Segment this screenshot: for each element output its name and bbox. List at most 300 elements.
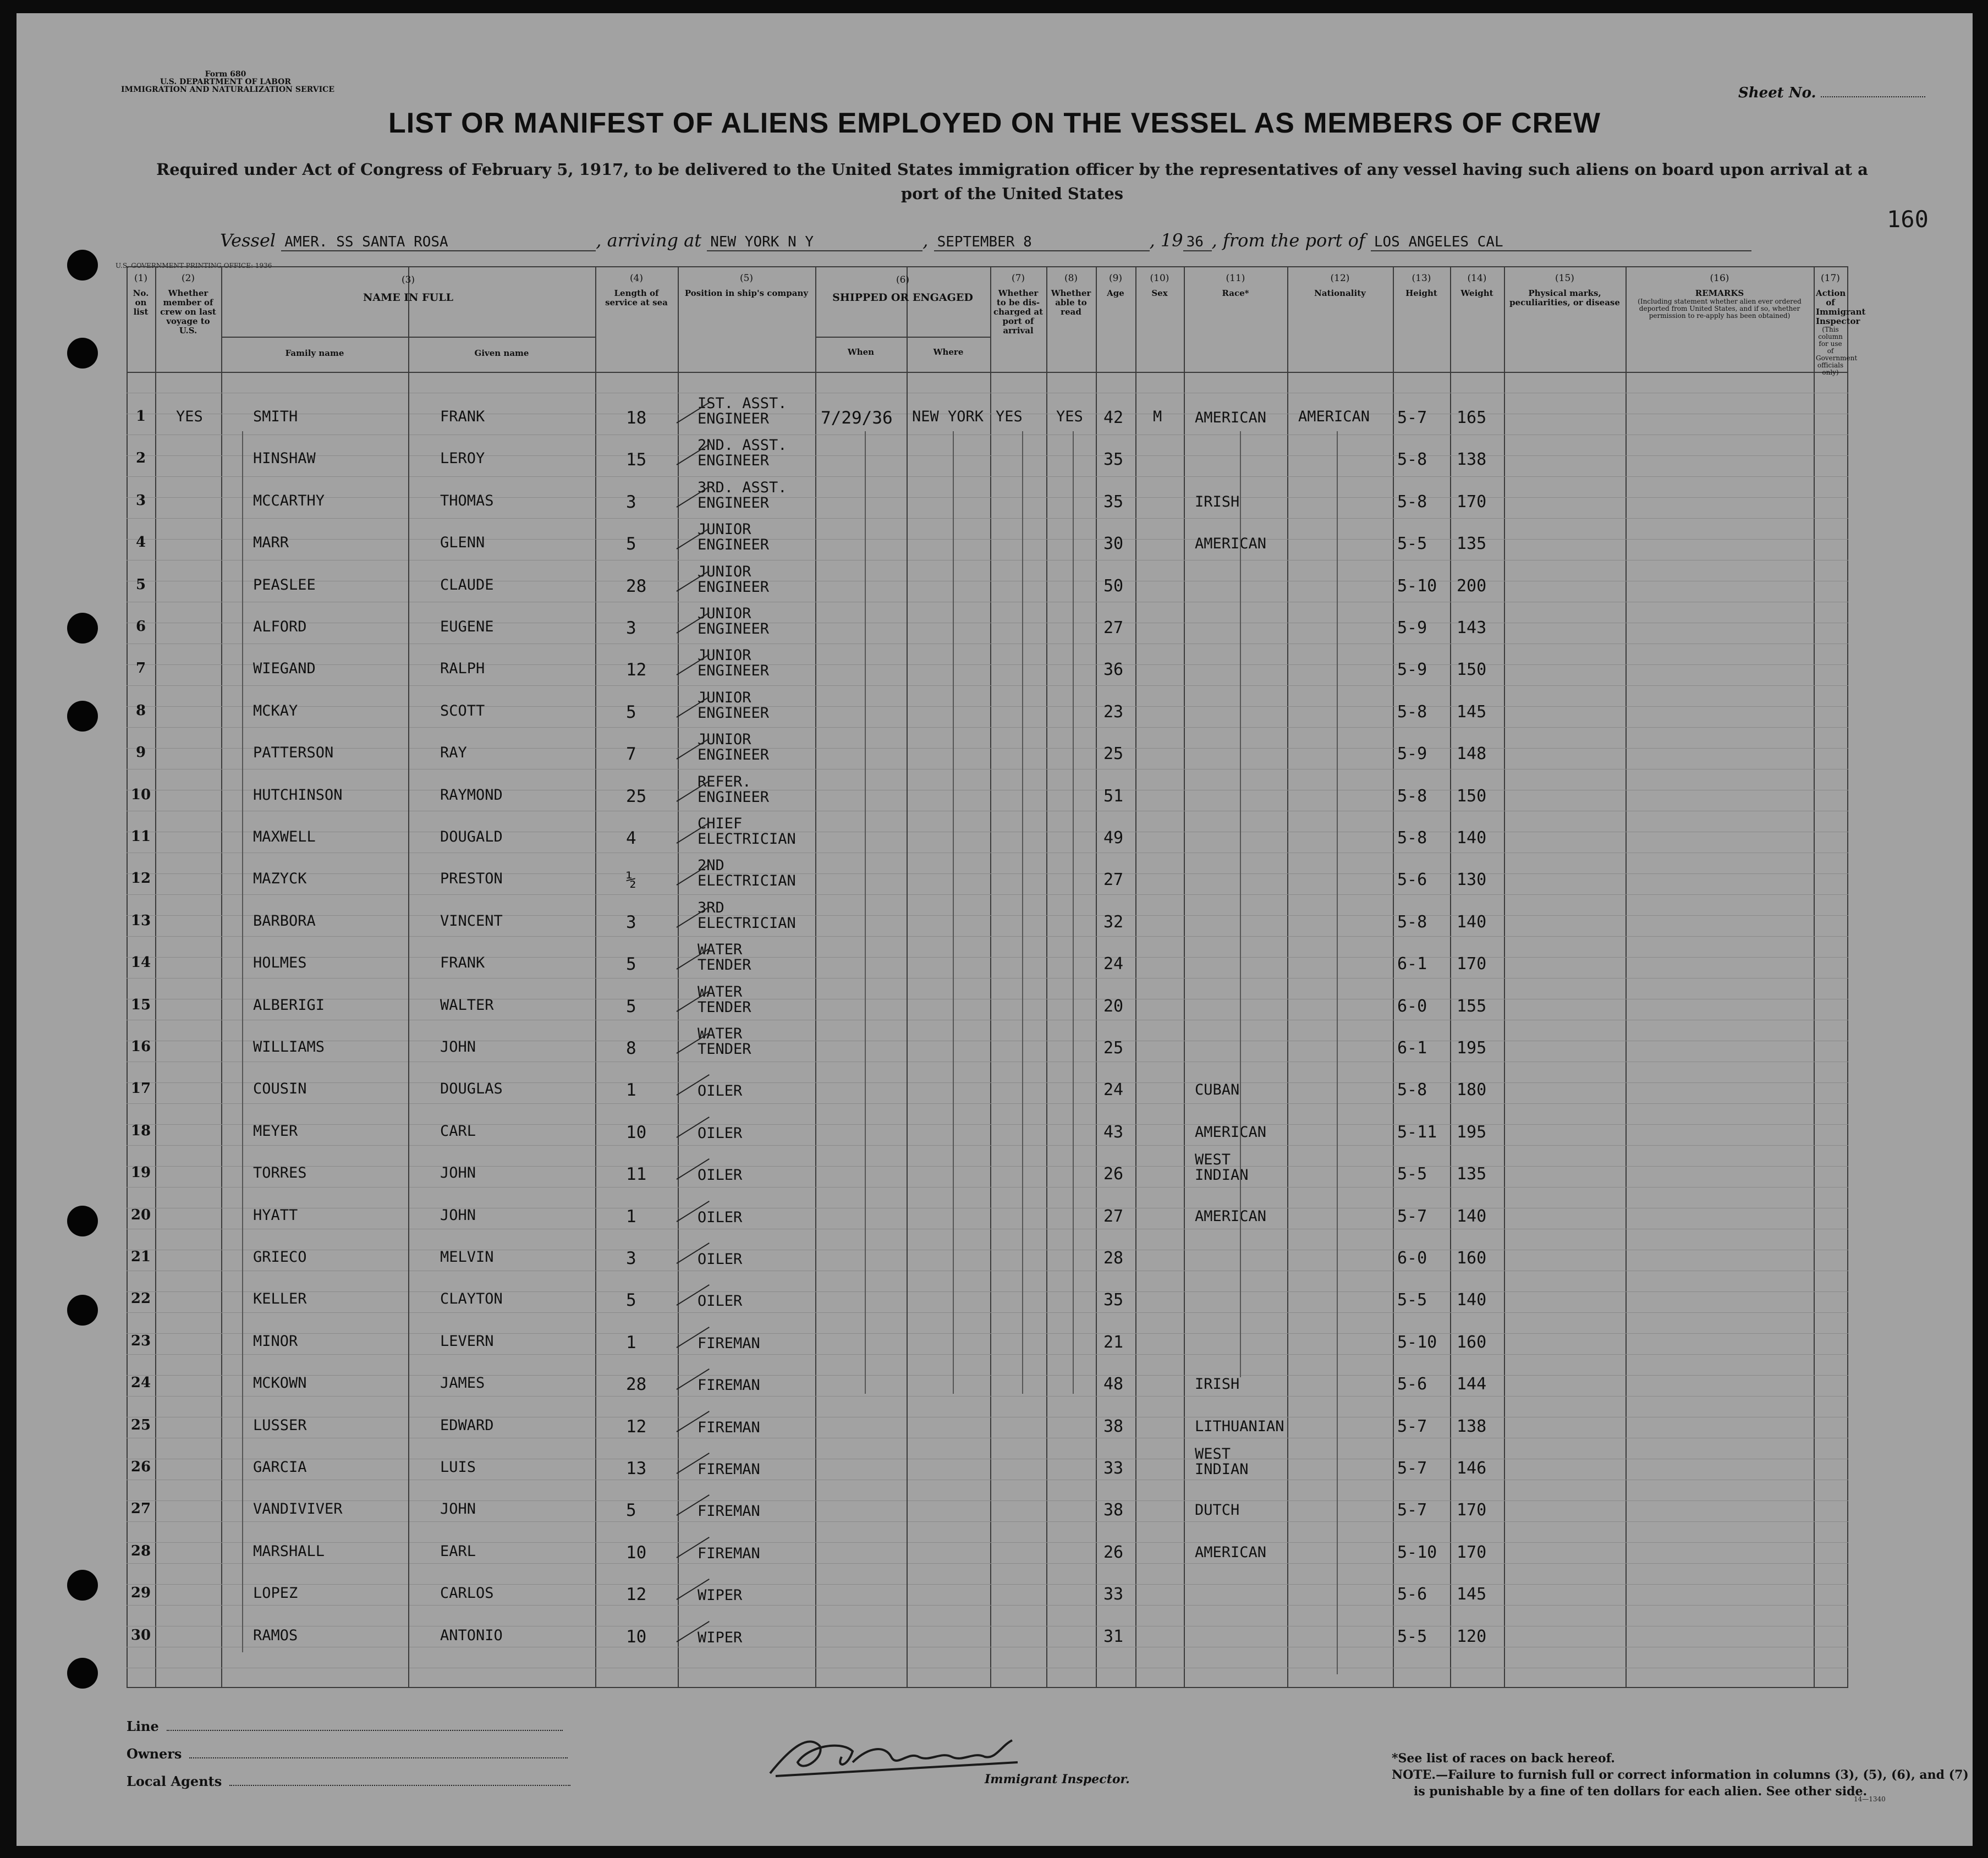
column-rule [1504,266,1505,1688]
cell-height: 6-0 [1397,1249,1427,1268]
cell-given: RALPH [440,660,485,678]
column-label: Physical marks, peculiarities, or disease [1509,288,1620,307]
cell-position-line1: JUNIOR [698,521,751,538]
cell-family: SMITH [253,408,298,425]
column-number: (13) [1412,273,1431,284]
sheet-number-label: Sheet No. [1738,85,1816,101]
arrival-date: SEPTEMBER 8 [934,234,1150,251]
column-label: Race* [1222,288,1249,298]
inspector-instructions: (This column for use of Government officials only) [1816,326,1858,376]
column-number: (17) [1821,273,1840,284]
cell-given: CARLOS [440,1585,494,1602]
cell-weight: 195 [1457,1122,1487,1142]
cell-position-line2: ENGINEER [698,746,770,764]
cell-given: JAMES [440,1375,485,1392]
page-subtitle: Required under Act of Congress of February 5, 1917, to be delivered to the United States immigration officer by the representatives of any vessel having such aliens on board upon arrival at a port of the United States [156,160,1868,203]
column-rule [595,266,596,1688]
cell-no: 11 [130,828,151,845]
cell-age: 25 [1103,744,1124,764]
cell-family: ALBERIGI [253,996,325,1014]
cell-service: 11 [626,1164,647,1185]
cell-age: 49 [1103,828,1124,848]
column-number: (7) [1011,273,1025,284]
column-rule [907,337,908,1688]
column-label: Nationality [1314,288,1366,298]
row-ruling [127,978,1848,979]
cell-weight: 165 [1457,408,1487,427]
form-header [121,70,334,94]
ditto-mark [1073,431,1074,1394]
cell-given: CLAYTON [440,1290,503,1308]
cell-given: WALTER [440,996,494,1014]
ditto-mark [1337,431,1338,1674]
cell-no: 20 [130,1206,151,1223]
owners-field [127,1746,568,1762]
cell-given: VINCENT [440,912,503,930]
column-rule [678,266,679,1688]
cell-given: LEVERN [440,1332,494,1350]
column-rule [1096,266,1097,1688]
cell-age: 24 [1103,954,1124,974]
cell-given: FRANK [440,408,485,425]
column-rule [1135,266,1136,1688]
cell-weight: 180 [1457,1080,1487,1100]
cell-service: 1 [626,1206,636,1227]
ditto-mark [953,431,954,1394]
row-ruling [127,1354,1848,1355]
ditto-mark [1240,431,1241,1377]
cell-no: 29 [130,1585,151,1602]
cell-weight: 145 [1457,1585,1487,1604]
agents-field [127,1773,570,1789]
cell-no: 8 [135,702,146,719]
cell-position-line2: FIREMAN [698,1334,760,1352]
cell-weight: 150 [1457,660,1487,680]
when-subheader: When [847,347,875,357]
form-number: Form 680 [205,70,246,79]
cell-weight: 135 [1457,534,1487,554]
cell-service: 5 [626,702,636,722]
row-ruling [127,685,1848,686]
cell-race-line1: WEST [1195,1151,1231,1169]
cell-family: MAXWELL [253,828,316,845]
cell-age: 23 [1103,702,1124,722]
cell-age: 36 [1103,660,1124,680]
cell-weight: 140 [1457,828,1487,848]
column-rule [408,337,409,1688]
cell-given: JOHN [440,1206,476,1224]
agents-blank [229,1785,570,1786]
cell-no: 1 [135,408,146,425]
cell-given: CARL [440,1122,476,1140]
cell-age: 35 [1103,1290,1124,1310]
cell-weight: 140 [1457,912,1487,932]
owners-blank [189,1757,568,1758]
cell-height: 5-5 [1397,534,1427,554]
sheet-number-blank [1821,96,1925,97]
cell-height: 6-1 [1397,1038,1427,1058]
cell-race: AMERICAN [1195,1123,1267,1141]
cell-position-line2: OILER [698,1082,743,1100]
row-ruling [127,1605,1848,1606]
cell-no: 4 [135,534,146,551]
column-label: Position in ship's company [684,288,809,298]
cell-weight: 155 [1457,996,1487,1016]
cell-height: 5-8 [1397,702,1427,722]
cell-no: 16 [130,1038,151,1055]
line-blank [167,1730,563,1731]
column-label: REMARKS [1695,288,1744,298]
vessel-name: AMER. SS SANTA ROSA [281,234,596,251]
cell-position-line2: ENGINEER [698,410,770,427]
punch-hole [67,338,98,369]
row-ruling [127,476,1848,477]
ditto-mark [1022,431,1023,1394]
column-header-c9 [1098,274,1133,298]
cell-no: 27 [130,1500,151,1518]
cell-height: 5-7 [1397,1206,1427,1226]
cell-position-line2: ENGINEER [698,620,770,637]
cell-no: 26 [130,1459,151,1475]
column-label: Weight [1460,288,1493,298]
cell-position-line1: CHIEF [698,815,743,832]
cell-no: 24 [130,1375,151,1392]
cell-age: 30 [1103,534,1124,554]
cell-weight: 138 [1457,450,1487,470]
cell-weight: 140 [1457,1290,1487,1310]
column-header-c10 [1138,274,1182,298]
cell-position-line2: ELECTRICIAN [698,872,796,890]
cell-position-line1: JUNIOR [698,731,751,749]
cell-height: 5-6 [1397,870,1427,890]
cell-no: 15 [130,996,151,1013]
row-ruling [127,1187,1848,1188]
cell-no: 12 [130,870,151,887]
cell-prev: YES [176,408,203,425]
cell-position-line1: WATER [698,941,743,959]
cell-no: 28 [130,1542,151,1559]
cell-age: 35 [1103,492,1124,512]
cell-height: 5-8 [1397,492,1427,512]
cell-height: 6-0 [1397,996,1427,1016]
punch-hole [67,1658,98,1689]
cell-weight: 143 [1457,618,1487,637]
cell-height: 5-6 [1397,1375,1427,1394]
cell-weight: 148 [1457,744,1487,764]
cell-position-line1: 3RD [698,899,724,916]
row-ruling [127,894,1848,895]
cell-age: 33 [1103,1585,1124,1604]
column-rule [1625,266,1627,1688]
cell-position-line2: ENGINEER [698,452,770,470]
cell-service: 12 [626,1585,647,1605]
column-rule [1450,266,1451,1688]
cell-service: 1 [626,1080,636,1101]
cell-family: HYATT [253,1206,298,1224]
cell-height: 5-9 [1397,618,1427,637]
cell-position-line2: ENGINEER [698,662,770,680]
cell-position-line2: ELECTRICIAN [698,914,796,932]
cell-service: ½ [626,870,636,890]
cell-height: 5-8 [1397,828,1427,848]
given-name-subheader: Given name [474,348,529,358]
cell-race-line2: INDIAN [1195,1461,1249,1478]
cell-age: 51 [1103,786,1124,806]
cell-service: 5 [626,954,636,975]
column-header-c5 [680,274,813,298]
cell-height: 5-7 [1397,1459,1427,1478]
cell-height: 5-8 [1397,912,1427,932]
column-label: No. on list [133,288,149,317]
cell-age: 24 [1103,1080,1124,1100]
cell-position-line2: FIREMAN [698,1544,760,1562]
cell-height: 5-8 [1397,1080,1427,1100]
cell-weight: 170 [1457,954,1487,974]
column-rule [1046,266,1047,1688]
cell-weight: 130 [1457,870,1487,890]
row-ruling [127,936,1848,937]
from-label: , from the port of [1211,230,1365,251]
cell-service: 25 [626,786,647,806]
column-number: (16) [1710,273,1729,284]
cell-weight: 140 [1457,1206,1487,1226]
row-ruling [127,1103,1848,1104]
cell-service: 3 [626,1249,636,1268]
line-field [127,1718,563,1734]
cell-age: 31 [1103,1626,1124,1646]
cell-service: 10 [626,1626,647,1647]
cell-height: 6-1 [1397,954,1427,974]
cell-discharged: YES [996,408,1023,425]
column-label: Height [1405,288,1437,298]
year-prefix: , 19 [1149,230,1183,251]
cell-position-line1: IST. ASST. [698,395,787,412]
cell-position-line2: TENDER [698,998,751,1016]
cell-position-line2: FIREMAN [698,1377,760,1394]
owners-label: Owners [127,1746,182,1762]
column-rule [1847,266,1848,1688]
cell-service: 3 [626,492,636,512]
cell-family: PATTERSON [253,744,334,762]
cell-family: HINSHAW [253,450,316,468]
cell-service: 15 [626,450,647,470]
cell-height: 5-10 [1397,576,1437,596]
cell-family: MCCARTHY [253,492,325,509]
cell-no: 25 [130,1416,151,1433]
cell-race: IRISH [1195,493,1240,510]
cell-position-line2: ENGINEER [698,578,770,596]
cell-weight: 150 [1457,786,1487,806]
column-number: (8) [1064,273,1078,284]
where-subheader: Where [933,347,964,357]
cell-age: 42 [1103,408,1124,427]
column-header-c12 [1289,274,1391,298]
cell-height: 5-9 [1397,660,1427,680]
cell-family: RAMOS [253,1626,298,1644]
header-rule [127,266,1848,267]
cell-family: HOLMES [253,954,307,972]
row-ruling [127,1312,1848,1313]
cell-family: MAZYCK [253,870,307,888]
cell-given: JOHN [440,1038,476,1056]
ditto-mark [865,431,866,1394]
cell-family: MCKOWN [253,1375,307,1392]
cell-given: FRANK [440,954,485,972]
column-number: (14) [1467,273,1487,284]
column-header-c8 [1048,274,1094,317]
cell-given: RAYMOND [440,786,503,804]
cell-service: 5 [626,1500,636,1521]
punch-hole [67,1570,98,1601]
cell-given: EARL [440,1542,476,1560]
cell-weight: 160 [1457,1332,1487,1352]
cell-weight: 120 [1457,1626,1487,1646]
row-ruling [127,1521,1848,1522]
cell-height: 5-7 [1397,408,1427,427]
form-department: U.S. DEPARTMENT OF LABOR [160,78,292,86]
printer-line: U.S. GOVERNMENT PRINTING OFFICE: 1936 [116,262,272,270]
cell-weight: 170 [1457,1500,1487,1520]
column-label: Length of service at sea [605,288,668,307]
column-label: Sex [1151,288,1168,298]
cell-position-line2: OILER [698,1293,743,1310]
cell-service: 12 [626,1416,647,1437]
cell-position-line2: TENDER [698,1041,751,1058]
corner-number: 160 [1887,206,1929,233]
cell-height: 5-10 [1397,1332,1437,1352]
cell-weight: 138 [1457,1416,1487,1436]
column-number: (12) [1330,273,1350,284]
cell-service: 5 [626,996,636,1016]
cell-weight: 144 [1457,1375,1487,1394]
column-label: Action of Immigrant Inspector [1816,288,1866,326]
cell-position-line1: 2ND [698,857,724,875]
cell-family: MEYER [253,1122,298,1140]
cell-age: 43 [1103,1122,1124,1142]
column-rule [1184,266,1185,1688]
footnotes [1392,1750,1969,1800]
column-header-c15 [1506,274,1623,307]
cell-height: 5-10 [1397,1542,1437,1562]
column-rule [815,266,816,1688]
cell-age: 32 [1103,912,1124,932]
cell-family: BARBORA [253,912,316,930]
column-number: (2) [181,273,195,284]
cell-weight: 170 [1457,492,1487,512]
cell-race: DUTCH [1195,1502,1240,1519]
row-ruling [127,1145,1848,1146]
cell-height: 5-5 [1397,1164,1427,1184]
cell-given: LEROY [440,450,485,468]
column-header-c1 [129,274,153,317]
arriving-port: NEW YORK N Y [707,234,922,251]
cell-no: 5 [135,576,146,593]
footnote-penalty: NOTE.—Failure to furnish full or correct information in columns (3), (5), (6), and (7) [1392,1768,1969,1782]
cell-service: 5 [626,1290,636,1311]
punch-hole [67,701,98,732]
cell-no: 30 [130,1626,151,1643]
cell-weight: 195 [1457,1038,1487,1058]
cell-position-line2: OILER [698,1251,743,1268]
cell-given: LUIS [440,1459,476,1476]
cell-race-line2: INDIAN [1195,1167,1249,1184]
cell-age: 20 [1103,996,1124,1016]
cell-family: MARR [253,534,289,552]
cell-no: 18 [130,1122,151,1139]
cell-race: AMERICAN [1195,409,1267,426]
column-rule [155,266,156,1688]
family-name-subheader: Family name [285,348,344,358]
cell-position-line1: WATER [698,1025,743,1042]
cell-sex: M [1153,408,1162,425]
cell-service: 18 [626,408,647,428]
column-label: SHIPPED OR ENGAGED [832,292,973,304]
punch-hole [67,250,98,281]
cell-where: NEW YORK [912,408,984,425]
cell-age: 25 [1103,1038,1124,1058]
cell-age: 26 [1103,1542,1124,1562]
column-label: Age [1107,288,1124,298]
column-number: (9) [1108,273,1123,284]
cell-no: 19 [130,1164,151,1181]
cell-position-line2: OILER [698,1167,743,1184]
cell-family: HUTCHINSON [253,786,343,804]
table-bottom-rule [127,1687,1848,1688]
column-header-c11 [1186,274,1285,298]
cell-service: 4 [626,828,636,848]
cell-service: 3 [626,618,636,638]
cell-weight: 160 [1457,1249,1487,1268]
cell-given: DOUGLAS [440,1080,503,1098]
arriving-label: , arriving at [596,230,702,251]
sheet-number-field [1738,85,1925,101]
column-number: (6) [896,274,910,285]
cell-race: AMERICAN [1195,1207,1267,1225]
cell-no: 6 [135,618,146,635]
column-label: Whether able to read [1051,288,1091,317]
cell-age: 28 [1103,1249,1124,1268]
cell-given: MELVIN [440,1249,494,1266]
cell-family: MARSHALL [253,1542,325,1560]
cell-race-line1: WEST [1195,1445,1231,1463]
cell-weight: 135 [1457,1164,1487,1184]
column-header-c14 [1452,274,1502,298]
cell-position-line1: 3RD. ASST. [698,479,787,496]
cell-given: EDWARD [440,1416,494,1434]
column-label: Whether member of crew on last voyage to U.S. [160,288,216,336]
cell-service: 1 [626,1332,636,1353]
from-port: LOS ANGELES CAL [1371,234,1751,251]
cell-family: LUSSER [253,1416,307,1434]
cell-given: EUGENE [440,618,494,635]
column-rule [221,266,222,1688]
column-header-c3 [223,274,593,304]
cell-no: 9 [135,744,146,761]
column-number: (15) [1555,273,1574,284]
cell-race: LITHUANIAN [1195,1417,1284,1435]
cell-height: 5-6 [1397,1585,1427,1604]
cell-weight: 146 [1457,1459,1487,1478]
arrival-year: 36 [1183,234,1212,251]
cell-age: 26 [1103,1164,1124,1184]
cell-read: YES [1056,408,1083,425]
cell-given: ANTONIO [440,1626,503,1644]
column-header-c7 [992,274,1044,336]
cell-service: 12 [626,660,647,680]
cell-no: 7 [135,660,146,677]
cell-weight: 170 [1457,1542,1487,1562]
cell-position-line2: ENGINEER [698,536,770,554]
